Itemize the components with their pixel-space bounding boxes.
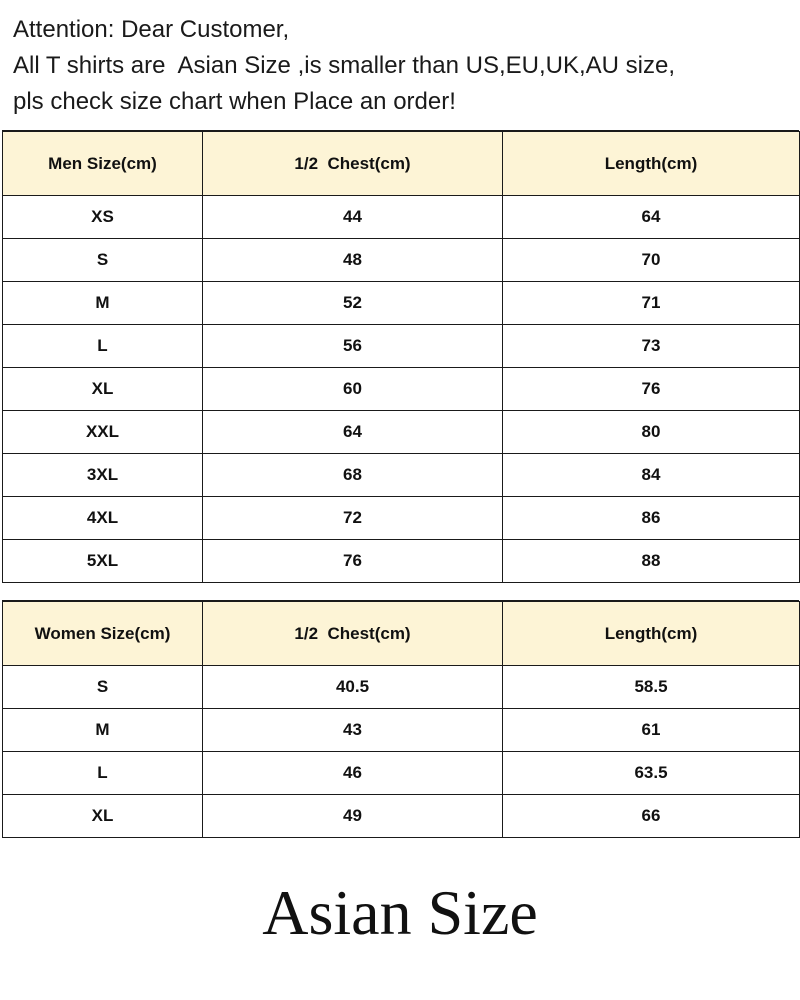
men-header-size: Men Size(cm)	[3, 132, 203, 196]
length-cell: 61	[503, 709, 800, 752]
length-cell: 66	[503, 795, 800, 838]
table-row	[3, 752, 800, 795]
women-header-size: Women Size(cm)	[3, 602, 203, 666]
asian-size-title: Asian Size	[262, 877, 538, 948]
length-cell: 64	[503, 196, 800, 239]
chest-cell: 48	[203, 239, 503, 282]
length-cell: 80	[503, 411, 800, 454]
chest-cell: 52	[203, 282, 503, 325]
chest-cell: 68	[203, 454, 503, 497]
size-cell: L	[3, 752, 203, 795]
table-row	[3, 325, 800, 368]
notice-line-2: All T shirts are Asian Size ,is smaller than US,EU,UK,AU size,	[13, 52, 676, 79]
length-cell: 73	[503, 325, 800, 368]
table-row	[3, 497, 800, 540]
notice-line-3: pls check size chart when Place an order!	[13, 88, 456, 115]
table-row	[3, 368, 800, 411]
table-row	[3, 239, 800, 282]
chest-cell: 40.5	[203, 666, 503, 709]
table-row	[3, 282, 800, 325]
size-cell: XS	[3, 196, 203, 239]
chest-cell: 76	[203, 540, 503, 583]
women-header-chest: 1/2 Chest(cm)	[203, 602, 503, 666]
chest-cell: 72	[203, 497, 503, 540]
length-cell: 63.5	[503, 752, 800, 795]
table-row	[3, 454, 800, 497]
chest-cell: 64	[203, 411, 503, 454]
size-cell: L	[3, 325, 203, 368]
chest-cell: 46	[203, 752, 503, 795]
notice-text-block	[13, 12, 793, 120]
women-size-table	[2, 601, 800, 838]
size-cell: 5XL	[3, 540, 203, 583]
table-row	[3, 411, 800, 454]
length-cell: 71	[503, 282, 800, 325]
length-cell: 70	[503, 239, 800, 282]
table-row	[3, 540, 800, 583]
chest-cell: 60	[203, 368, 503, 411]
size-cell: XXL	[3, 411, 203, 454]
size-cell: M	[3, 282, 203, 325]
table-row	[3, 666, 800, 709]
size-cell: 3XL	[3, 454, 203, 497]
size-cell: XL	[3, 368, 203, 411]
size-cell: M	[3, 709, 203, 752]
length-cell: 84	[503, 454, 800, 497]
length-cell: 76	[503, 368, 800, 411]
table-row	[3, 709, 800, 752]
length-cell: 88	[503, 540, 800, 583]
chest-cell: 56	[203, 325, 503, 368]
notice-line-1: Attention: Dear Customer,	[13, 16, 290, 43]
length-cell: 86	[503, 497, 800, 540]
men-size-table	[2, 131, 800, 583]
men-table-header-row	[3, 132, 800, 196]
size-cell: 4XL	[3, 497, 203, 540]
women-header-length: Length(cm)	[503, 602, 800, 666]
length-cell: 58.5	[503, 666, 800, 709]
men-header-length: Length(cm)	[503, 132, 800, 196]
women-table-header-row	[3, 602, 800, 666]
size-cell: S	[3, 666, 203, 709]
size-cell: S	[3, 239, 203, 282]
table-row	[3, 795, 800, 838]
size-cell: XL	[3, 795, 203, 838]
chest-cell: 44	[203, 196, 503, 239]
table-row	[3, 196, 800, 239]
chest-cell: 49	[203, 795, 503, 838]
men-header-chest: 1/2 Chest(cm)	[203, 132, 503, 196]
chest-cell: 43	[203, 709, 503, 752]
